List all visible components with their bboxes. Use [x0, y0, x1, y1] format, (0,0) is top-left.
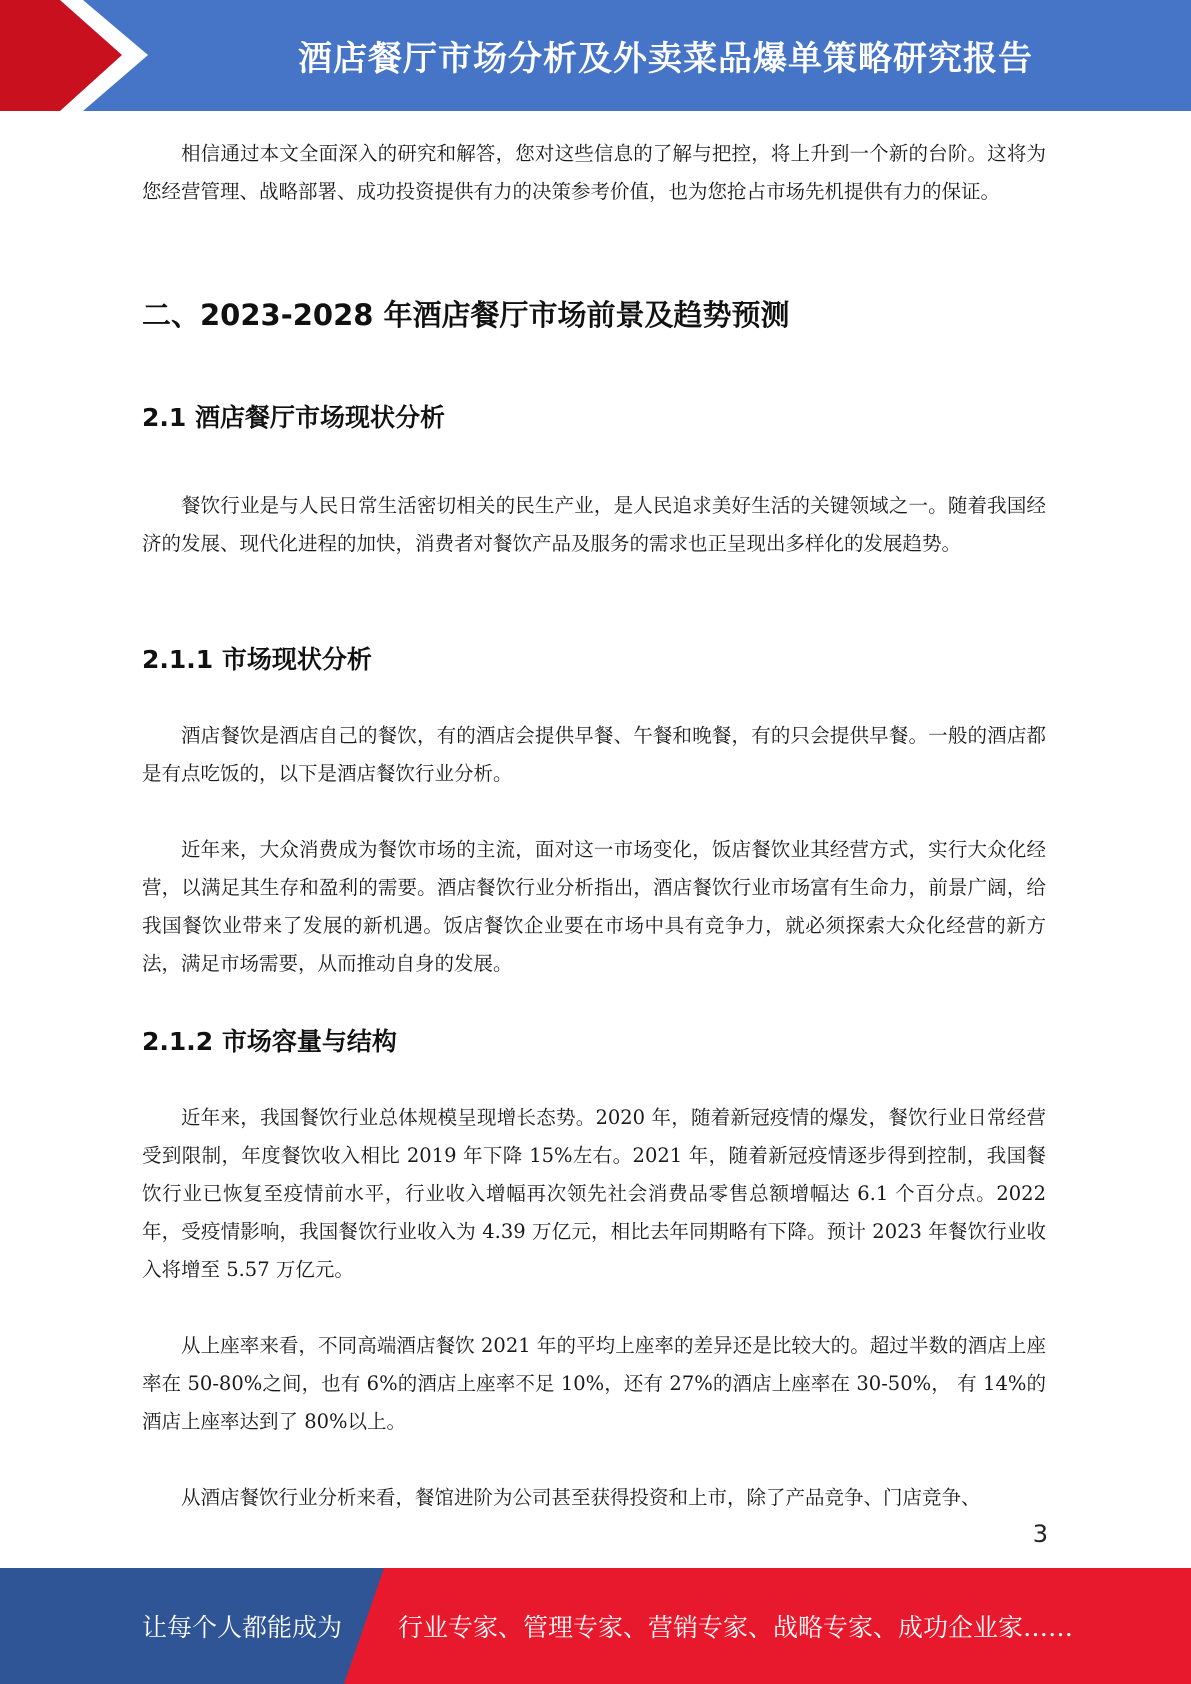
paragraph-2-1: 餐饮行业是与人民日常生活密切相关的民生产业，是人民追求美好生活的关键领域之一。随着我国经济的发展、现代化进程的加快，消费者对餐饮产品及服务的需求也正呈现出多样化的发展趋势。	[142, 494, 1046, 555]
footer-slogan-left: 让每个人都能成为	[142, 1613, 343, 1642]
subsection-2-1-1-heading: 2.1.1 市场现状分析	[142, 645, 372, 674]
report-header	[0, 0, 1191, 111]
subsection-2-1-heading: 2.1 酒店餐厅市场现状分析	[142, 403, 445, 432]
report-footer	[0, 1568, 1191, 1684]
intro-paragraph: 相信通过本文全面深入的研究和解答，您对这些信息的了解与把控，将上升到一个新的台阶。这将为您经营管理、战略部署、成功投资提供有力的决策参考价值，也为您抢占市场先机提供有力的保证。	[142, 142, 1046, 203]
paragraph-2-1-2-a: 近年来，我国餐饮行业总体规模呈现增长态势。2020 年，随着新冠疫情的爆发，餐饮行业日常经营受到限制，年度餐饮收入相比 2019 年下降 15%左右。2021 年，随着新冠疫情逐步得到控制，我国餐饮行业已恢复至疫情前水平，行业收入增幅再次领先社会消费品零售总额增幅达 6.1 个百分点。2022 年，受疫情影响，我国餐饮行业收入为 4.39 万亿元，相比去年同期略有下降。预计 2023 年餐饮行业收入将增至 5.57 万亿元。	[142, 1106, 1046, 1281]
paragraph-2-1-2-c: 从酒店餐饮行业分析来看，餐馆进阶为公司甚至获得投资和上市，除了产品竞争、门店竞争、	[181, 1486, 981, 1509]
footer-slogan-right: 行业专家、管理专家、营销专家、战略专家、成功企业家……	[398, 1613, 1074, 1642]
section-title: 二、2023-2028 年酒店餐厅市场前景及趋势预测	[142, 298, 790, 332]
paragraph-2-1-1-b: 近年来，大众消费成为餐饮市场的主流，面对这一市场变化，饭店餐饮业其经营方式，实行大众化经营，以满足其生存和盈利的需要。酒店餐饮行业分析指出，酒店餐饮行业市场富有生命力，前景广阔，给我国餐饮业带来了发展的新机遇。饭店餐饮企业要在市场中具有竞争力，就必须探索大众化经营的新方法，满足市场需要，从而推动自身的发展。	[142, 838, 1046, 975]
page-number: 3	[1032, 1520, 1048, 1548]
paragraph-2-1-1-a: 酒店餐饮是酒店自己的餐饮，有的酒店会提供早餐、午餐和晚餐，有的只会提供早餐。一般的酒店都是有点吃饭的，以下是酒店餐饮行业分析。	[142, 724, 1046, 785]
report-title: 酒店餐厅市场分析及外卖菜品爆单策略研究报告	[298, 39, 1033, 79]
subsection-2-1-2-heading: 2.1.2 市场容量与结构	[142, 1027, 397, 1056]
paragraph-2-1-2-b: 从上座率来看，不同高端酒店餐饮 2021 年的平均上座率的差异还是比较大的。超过半数的酒店上座率在 50-80%之间，也有 6%的酒店上座率不足 10%，还有 27%的酒店上座率在 30-50%， 有 14%的酒店上座率达到了 80%以上。	[142, 1334, 1046, 1433]
header-arrow-decoration	[0, 0, 160, 111]
